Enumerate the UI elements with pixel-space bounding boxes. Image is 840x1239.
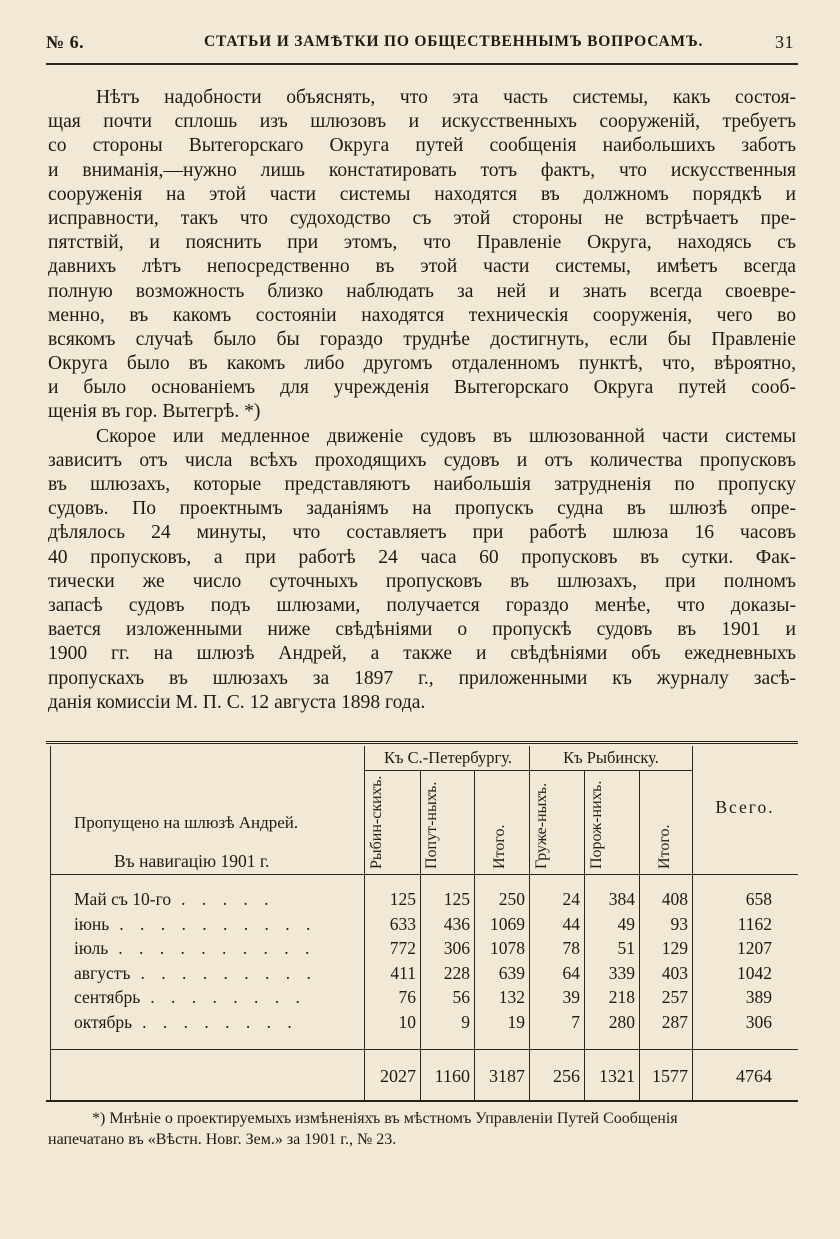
- table-cell: 10: [398, 1012, 416, 1032]
- row-label: [74, 963, 317, 984]
- col-divider: [584, 771, 585, 1100]
- article-body: [48, 86, 796, 715]
- table-cell: 24: [562, 889, 580, 909]
- table-cell: 1042: [737, 962, 772, 983]
- col-header: Итого.: [656, 824, 673, 869]
- col-header: Рыбин-скихъ.: [368, 775, 385, 869]
- table-bottom-rule: [46, 1100, 798, 1102]
- text-line: со стороны Вытегорскаго Округа путей сообщенія наибольшихъ заботъ: [48, 135, 796, 157]
- text-line: вается изложенными ниже свѣдѣніями о пропускѣ судовъ въ 1901 и: [48, 619, 796, 641]
- text-line: сооруженія на этой части системы находятся въ должномъ порядкѣ и: [48, 183, 796, 205]
- text-line: менно, въ какомъ состояніи находятся техническія сооруженія, чего во: [48, 304, 796, 326]
- month-name: сентябрь: [74, 987, 141, 1008]
- table-cell: 339: [608, 962, 635, 983]
- group-header-spb: Къ С.-Петербургу.: [383, 748, 513, 767]
- total-cell: 1160: [434, 1066, 470, 1086]
- col-divider: [420, 771, 421, 1100]
- table-cell: 39: [562, 987, 580, 1008]
- table-cell: 51: [617, 938, 635, 959]
- row-label: [74, 1012, 298, 1033]
- table-cell: 64: [562, 962, 580, 983]
- table-cell: 772: [389, 938, 416, 959]
- col-header: Порож-нихъ.: [588, 780, 605, 869]
- month-name: октябрь: [74, 1012, 133, 1032]
- leader-dots: . . . . . . . . . .: [119, 913, 317, 934]
- month-name: іюнь: [74, 913, 110, 934]
- table-cell: 132: [498, 987, 525, 1008]
- table-cell: 306: [443, 938, 470, 959]
- table-cell: 411: [390, 962, 416, 983]
- group-header-rule: [364, 770, 692, 771]
- table-cell: 384: [608, 889, 635, 909]
- table-cell: 218: [608, 987, 635, 1008]
- text-line: Округа было въ какомъ либо другомъ отдаленномъ пунктѣ, что, вѣроятно,: [48, 353, 796, 375]
- month-name: іюль: [74, 938, 109, 959]
- table-cell: 408: [661, 889, 688, 909]
- running-header: [46, 30, 796, 60]
- table-cell: 129: [661, 938, 688, 959]
- table-cell: 76: [398, 987, 416, 1008]
- text-line: зависитъ отъ числа всѣхъ проходящихъ судовъ и отъ количества пропусковъ: [48, 449, 796, 471]
- lock-passage-table: [46, 741, 798, 1103]
- total-cell: 1321: [599, 1066, 635, 1086]
- col-header: Итого.: [491, 824, 508, 869]
- col-divider: [639, 771, 640, 1100]
- section-title: СТАТЬИ И ЗАМѢТКИ ПО ОБЩЕСТВЕННЫМЪ ВОПРОСАМЪ.: [204, 33, 704, 50]
- text-line: судовъ. По проектнымъ заданіямъ на пропускъ судна въ шлюзѣ опре-: [48, 498, 796, 520]
- col-header: Попут-ныхъ.: [423, 781, 440, 869]
- issue-number: № 6.: [46, 32, 85, 52]
- table-cell: 280: [608, 1012, 635, 1032]
- table-cell: 93: [670, 913, 688, 934]
- total-cell: 2027: [380, 1066, 416, 1086]
- text-line: Нѣтъ надобности объяснять, что эта часть системы, какъ состоя-: [96, 87, 796, 108]
- total-cell: 1577: [652, 1066, 688, 1086]
- total-cell: 4764: [736, 1066, 772, 1086]
- header-rule: [46, 63, 798, 65]
- table-top-rule: [46, 741, 798, 744]
- table-cell: 19: [507, 1012, 525, 1032]
- month-name: августъ: [74, 962, 131, 983]
- footnote-line: напечатано въ «Вѣстн. Новг. Зем.» за 1901 г., № 23.: [48, 1131, 397, 1148]
- text-line: всякомъ случаѣ было бы гораздо труднѣе достигнуть, если бы Правленіе: [48, 328, 796, 350]
- month-name: Май съ 10-го: [74, 889, 172, 909]
- group-header-rybinsk: Къ Рыбинску.: [563, 748, 659, 767]
- table-cell: 1162: [737, 913, 772, 934]
- text-line: данія комиссіи М. П. С. 12 августа 1898 года.: [48, 691, 426, 713]
- text-line: пропускахъ въ шлюзахъ за 1897 г., приложенными къ журналу засѣ-: [48, 667, 796, 689]
- table-left-border: [50, 746, 51, 1100]
- page-number: 31: [775, 32, 794, 52]
- leader-dots: . . . . . . . . .: [140, 962, 317, 983]
- text-line: запасѣ судовъ подъ шлюзами, получается гораздо менѣе, что доказы-: [48, 594, 796, 616]
- text-line: полную возможность близко наблюдать за ней и знать всегда своевре-: [48, 280, 796, 302]
- leader-dots: . . . . .: [181, 889, 275, 909]
- table-cell: 1069: [490, 913, 525, 934]
- leader-dots: . . . . . . . .: [150, 987, 306, 1008]
- row-label: [74, 938, 315, 959]
- text-line: и вниманія,—нужно лишь констатировать тотъ фактъ, что искусственныя: [48, 159, 796, 181]
- col-divider: [474, 771, 475, 1100]
- text-line: въ шлюзахъ, которые представляютъ наибольшія затрудненія по пропуску: [48, 474, 796, 495]
- text-line: исправности, такъ что судоходство съ этой стороны не встрѣчаетъ пре-: [48, 207, 796, 229]
- text-line: дѣлялось 24 минуты, что составляетъ при работѣ шлюза 16 часовъ: [48, 522, 796, 544]
- table-caption: Пропущено на шлюзѣ Андрей.: [74, 813, 299, 832]
- text-line: Скорое или медленное движеніе судовъ въ шлюзованной части системы: [96, 425, 796, 447]
- row-label: [74, 914, 316, 935]
- table-cell: 125: [443, 889, 470, 909]
- text-line: пятствій, и пояснить при этомъ, что Правленіе Округа, находясь съ: [48, 232, 796, 254]
- text-line: щая почти сплошь изъ шлюзовъ и искусственныхъ сооруженій, требуетъ: [48, 111, 796, 133]
- table-cell: 49: [617, 913, 635, 934]
- table-cell: 658: [745, 889, 772, 909]
- table-cell: 403: [661, 962, 688, 983]
- table-subcaption: Въ навигацію 1901 г.: [114, 851, 270, 871]
- table-cell: 257: [661, 987, 688, 1008]
- text-line: 1900 гг. на шлюзѣ Андрей, а также и свѣдѣніями объ ежедневныхъ: [48, 643, 796, 665]
- table-cell: 228: [443, 962, 470, 983]
- table-cell: 44: [562, 913, 580, 934]
- row-label: [74, 889, 274, 910]
- table-cell: 1207: [737, 938, 772, 959]
- col-header: Груже-ныхъ.: [533, 782, 550, 869]
- footnote: [48, 1108, 796, 1150]
- table-cell: 9: [461, 1012, 470, 1032]
- table-cell: 639: [498, 962, 525, 983]
- total-cell: 3187: [489, 1066, 525, 1086]
- table-cell: 436: [443, 913, 470, 934]
- row-label: [74, 987, 306, 1008]
- total-cell: 256: [553, 1066, 580, 1086]
- totals-rule: [50, 1049, 798, 1050]
- table-cell: 125: [389, 889, 416, 909]
- col-header-total: Всего.: [715, 797, 775, 817]
- table-cell: 287: [661, 1012, 688, 1032]
- leader-dots: . . . . . . . .: [142, 1012, 298, 1032]
- table-cell: 633: [389, 913, 416, 934]
- text-line: щенія въ гор. Вытегрѣ. *): [48, 401, 261, 423]
- table-cell: 1078: [490, 938, 525, 959]
- table-cell: 56: [452, 987, 470, 1008]
- text-line: 40 пропусковъ, а при работѣ 24 часа 60 пропусковъ въ сутки. Фак-: [48, 546, 796, 568]
- header-bottom-rule: [50, 874, 798, 875]
- table-cell: 306: [745, 1012, 772, 1032]
- table-cell: 78: [562, 938, 580, 959]
- text-line: давнихъ лѣтъ непосредственно въ этой части системы, имѣетъ всегда: [48, 256, 796, 278]
- leader-dots: . . . . . . . . . .: [118, 938, 316, 959]
- footnote-line: *) Мнѣніе о проектируемыхъ измѣненіяхъ въ мѣстномъ Управленіи Путей Сообщенія: [92, 1110, 678, 1127]
- text-line: тически же число суточныхъ пропусковъ въ шлюзахъ, при полномъ: [48, 570, 796, 592]
- table-cell: 7: [571, 1012, 580, 1032]
- table-cell: 389: [745, 987, 772, 1008]
- text-line: и было основаніемъ для учрежденія Вытегорскаго Округа путей сооб-: [48, 377, 796, 399]
- table-cell: 250: [498, 889, 525, 909]
